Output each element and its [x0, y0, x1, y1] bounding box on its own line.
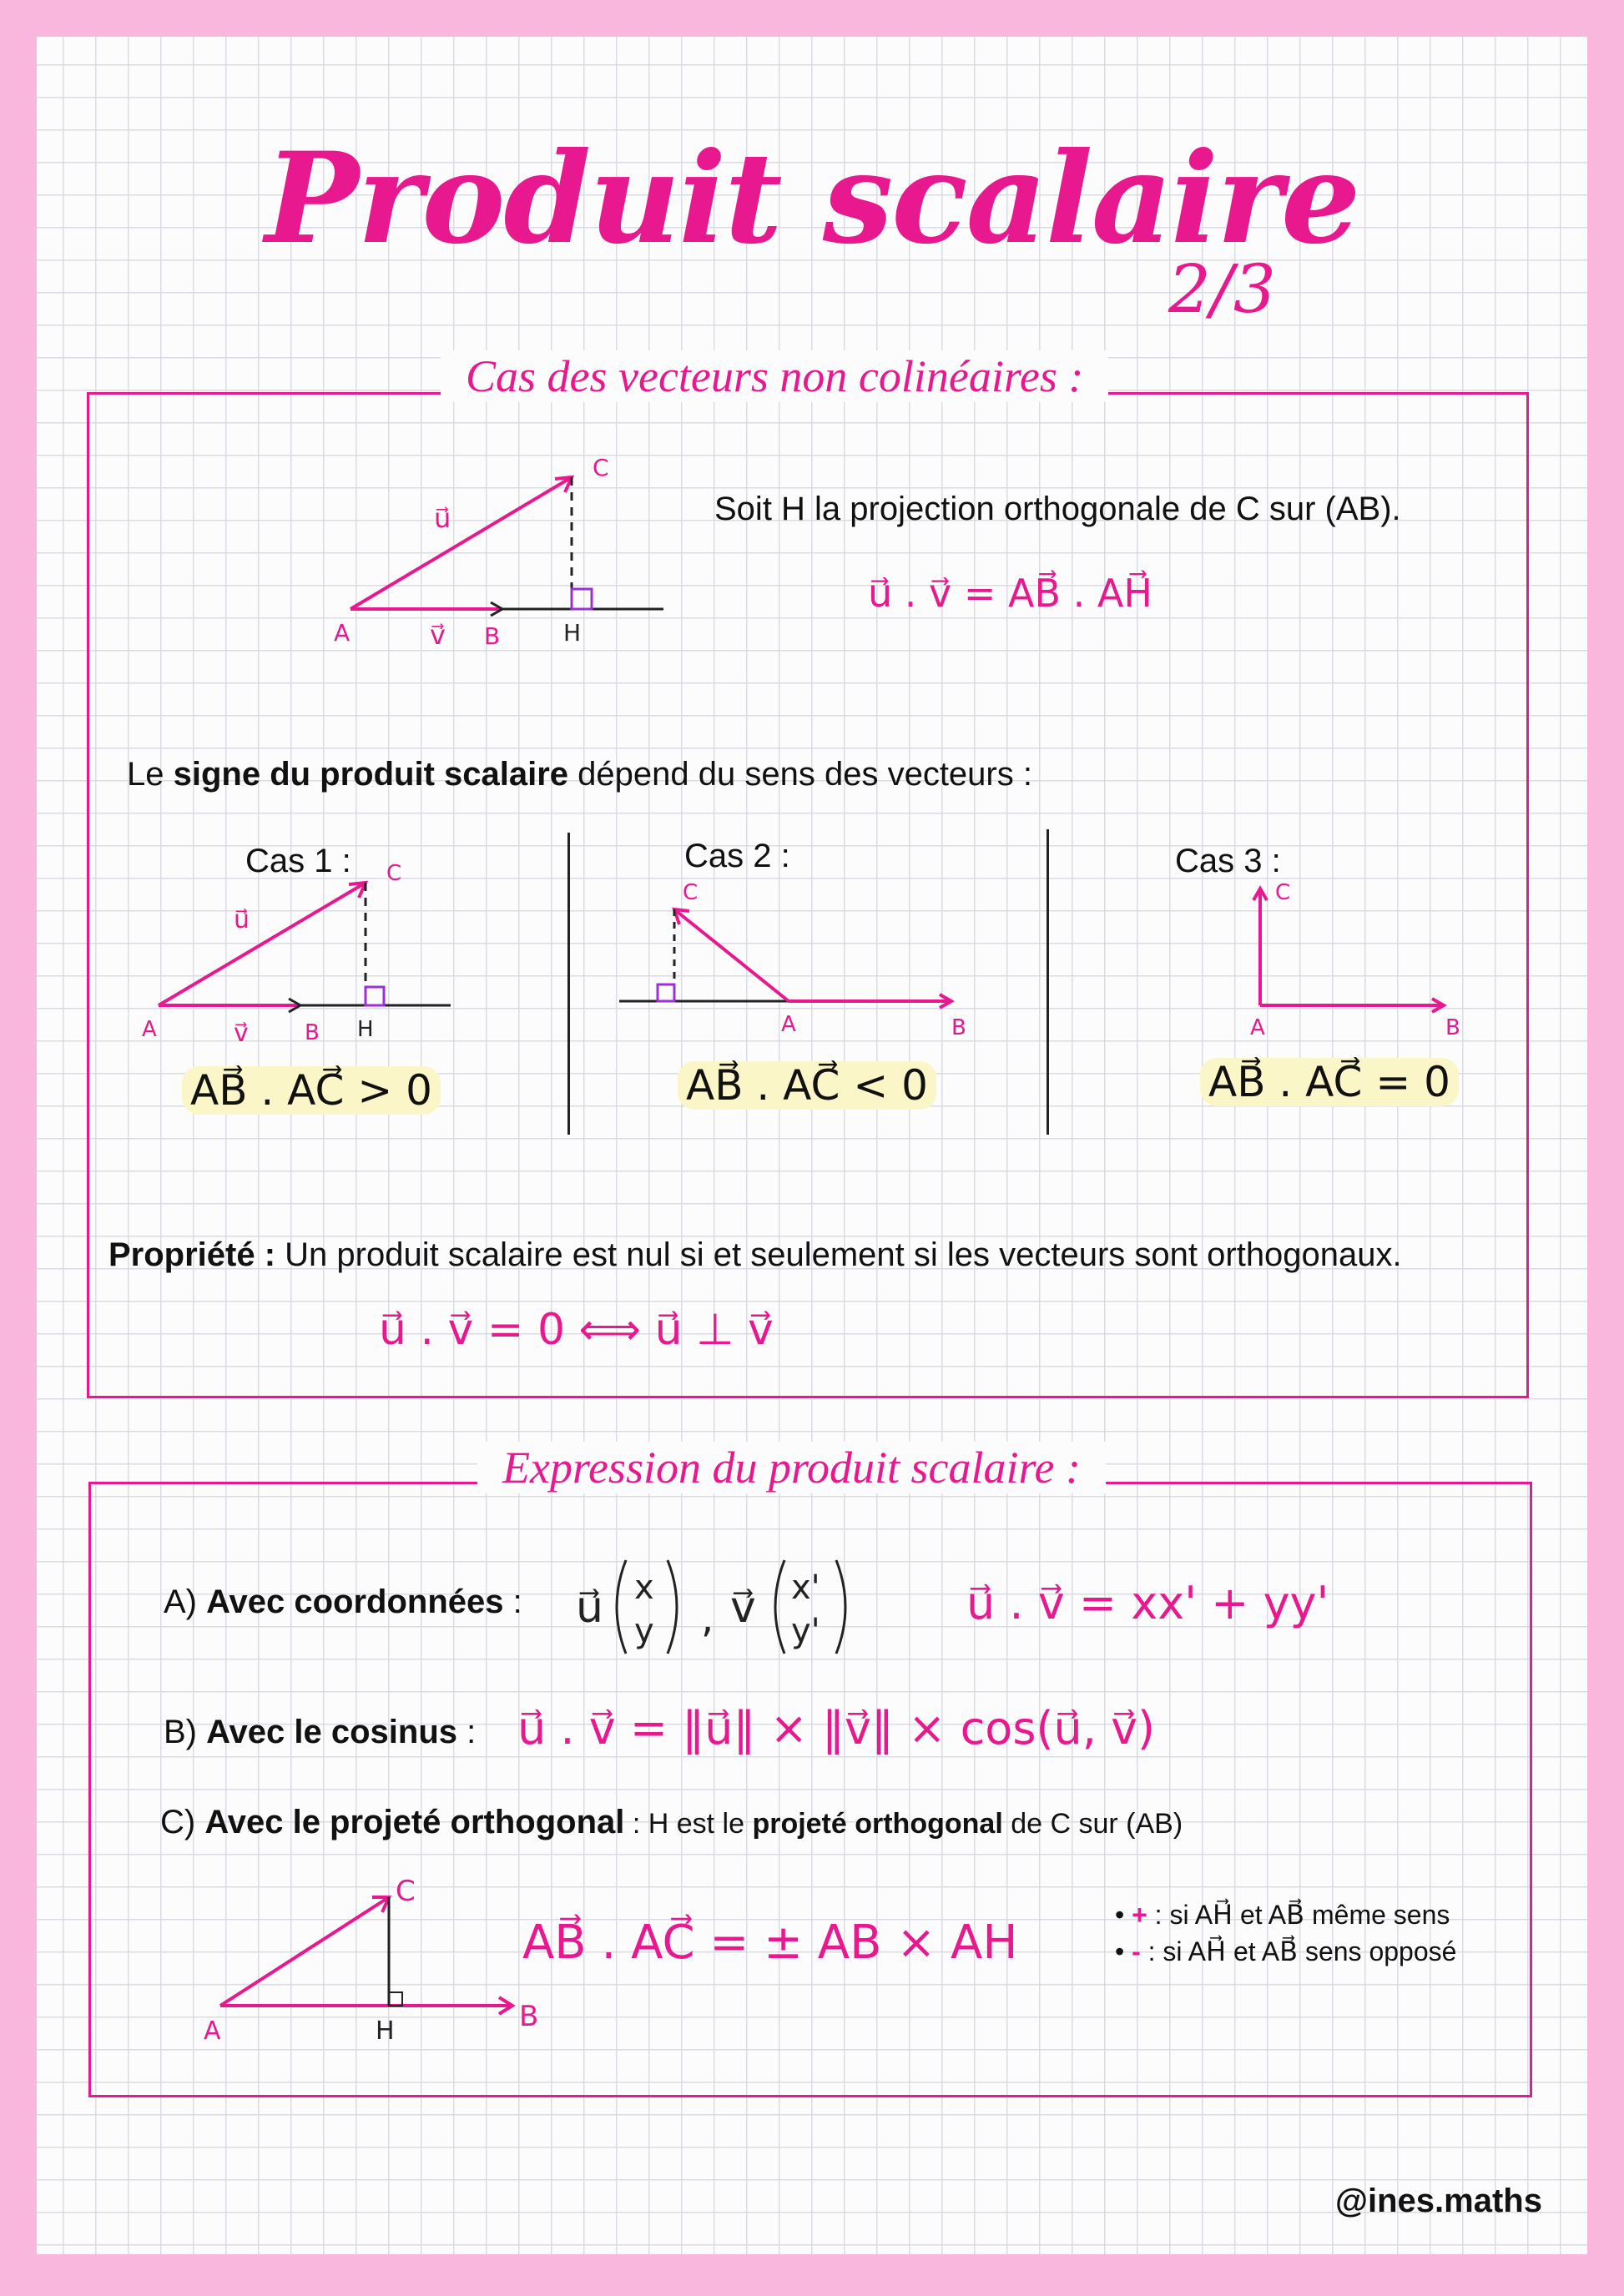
expression-b-colon: :: [457, 1714, 477, 1750]
note-plus-text: : si AH⃗ et AB⃗ même sens: [1147, 1900, 1450, 1930]
sign-note-plus: • + : si AH⃗ et AB⃗ même sens: [1115, 1900, 1450, 1930]
page-subtitle: 2/3: [1168, 250, 1276, 328]
projection-b-label: B: [519, 2000, 539, 2033]
expression-b-prefix: B): [164, 1714, 207, 1750]
case-3-label: Cas 3 :: [1175, 843, 1281, 879]
expression-b-formula: u⃗ . v⃗ = ‖u⃗‖ × ‖v⃗‖ × cos(u⃗, v⃗): [517, 1702, 1156, 1755]
projection-a-label: A: [204, 2017, 221, 2046]
expression-c-prefix: C): [160, 1804, 205, 1840]
case-2-formula: AB⃗ . AC⃗ < 0: [678, 1061, 936, 1110]
property-sentence: [108, 1236, 1402, 1274]
case-2-diagram: [609, 868, 993, 1043]
section-expression-title: Expression du produit scalaire :: [477, 1442, 1106, 1493]
case-3-formula: AB⃗ . AC⃗ = 0: [1200, 1058, 1459, 1106]
point-c-label: C: [593, 454, 609, 481]
coord-yp: y': [791, 1612, 820, 1650]
case-3-b-label: B: [1445, 1015, 1460, 1040]
sign-bold: signe du produit scalaire: [173, 756, 569, 793]
case-3-diagram: [1235, 876, 1485, 1043]
sign-pre: Le: [127, 756, 174, 793]
expression-c-label: [160, 1804, 1183, 1841]
expression-c-mid: : H est le: [624, 1808, 753, 1840]
point-h-label: H: [563, 619, 582, 647]
section-noncolinear-title: Cas des vecteurs non colinéaires :: [441, 350, 1108, 402]
author-handle: @ines.maths: [1335, 2183, 1542, 2219]
case-1-formula: AB⃗ . AC⃗ > 0: [182, 1066, 441, 1115]
sign-post: dépend du sens des vecteurs :: [568, 756, 1032, 793]
property-formula: u⃗ . v⃗ = 0 ⟺ u⃗ ⊥ v⃗: [379, 1305, 774, 1355]
expression-a-colon: :: [503, 1584, 522, 1620]
vector-u-label: u⃗: [434, 502, 451, 534]
property-text: Un produit scalaire est nul si et seulement si les vecteurs sont orthogonaux.: [285, 1236, 1402, 1273]
expression-c-bold2: projeté orthogonal: [752, 1808, 1003, 1840]
projection-h-label: H: [376, 2017, 395, 2046]
expression-c-bold: Avec le projeté orthogonal: [204, 1804, 625, 1840]
coord-x: x: [634, 1568, 654, 1607]
note-minus-sign: -: [1132, 1936, 1141, 1966]
case-1-c-label: C: [386, 861, 402, 886]
case-2-label: Cas 2 :: [684, 838, 790, 874]
projection-formula: u⃗ . v⃗ = AB⃗ . AH⃗: [868, 571, 1152, 616]
orthogonal-projection-diagram: [192, 1876, 576, 2059]
point-a-label: A: [334, 619, 351, 647]
expression-c-formula: AB⃗ . AC⃗ = ± AB × AH: [522, 1916, 1018, 1970]
sign-note-minus: • - : si AH⃗ et AB⃗ sens opposé: [1115, 1936, 1457, 1966]
coordinates-vectors: [576, 1548, 926, 1665]
case-2-b-label: B: [951, 1015, 966, 1040]
case-1-a-label: A: [142, 1017, 157, 1042]
projection-definition: Soit H la projection orthogonale de C sur (AB).: [714, 491, 1401, 527]
vector-v-label: v⃗: [430, 619, 446, 651]
expression-b-label: [164, 1714, 476, 1751]
case-1-diagram: [134, 851, 459, 1051]
case-divider-1: [567, 833, 570, 1135]
point-b-label: B: [484, 622, 501, 650]
property-label: Propriété :: [108, 1236, 276, 1273]
case-1-v-label: v⃗: [234, 1019, 249, 1048]
expression-b-bold: Avec le cosinus: [206, 1714, 458, 1750]
coord-y: y: [634, 1612, 654, 1650]
sign-sentence: [127, 756, 1032, 793]
case-1-u-label: u⃗: [234, 905, 250, 934]
coord-u: u⃗: [576, 1583, 603, 1633]
case-1-label: Cas 1 :: [245, 843, 351, 879]
expression-a-prefix: A): [164, 1584, 207, 1620]
expression-a-label: [164, 1584, 522, 1621]
case-3-a-label: A: [1250, 1015, 1265, 1040]
expression-a-formula: u⃗ . v⃗ = xx' + yy': [966, 1577, 1329, 1629]
case-1-b-label: B: [305, 1020, 320, 1045]
case-2-a-label: A: [781, 1012, 796, 1037]
note-plus-sign: +: [1132, 1900, 1147, 1930]
expression-a-bold: Avec coordonnées: [206, 1584, 504, 1620]
coord-v: v⃗: [730, 1583, 756, 1633]
case-2-c-label: C: [683, 880, 699, 905]
note-minus-text: : si AH⃗ et AB⃗ sens opposé: [1140, 1936, 1457, 1966]
page-title: Produit scalaire: [265, 125, 1359, 272]
case-3-c-label: C: [1275, 880, 1291, 905]
projection-c-label: C: [396, 1876, 416, 1908]
expression-c-post: de C sur (AB): [1002, 1808, 1183, 1840]
coord-comma: ,: [701, 1595, 714, 1642]
case-divider-2: [1047, 829, 1049, 1135]
coord-xp: x': [791, 1568, 820, 1607]
case-1-h-label: H: [357, 1017, 374, 1042]
projection-diagram: [317, 451, 684, 667]
